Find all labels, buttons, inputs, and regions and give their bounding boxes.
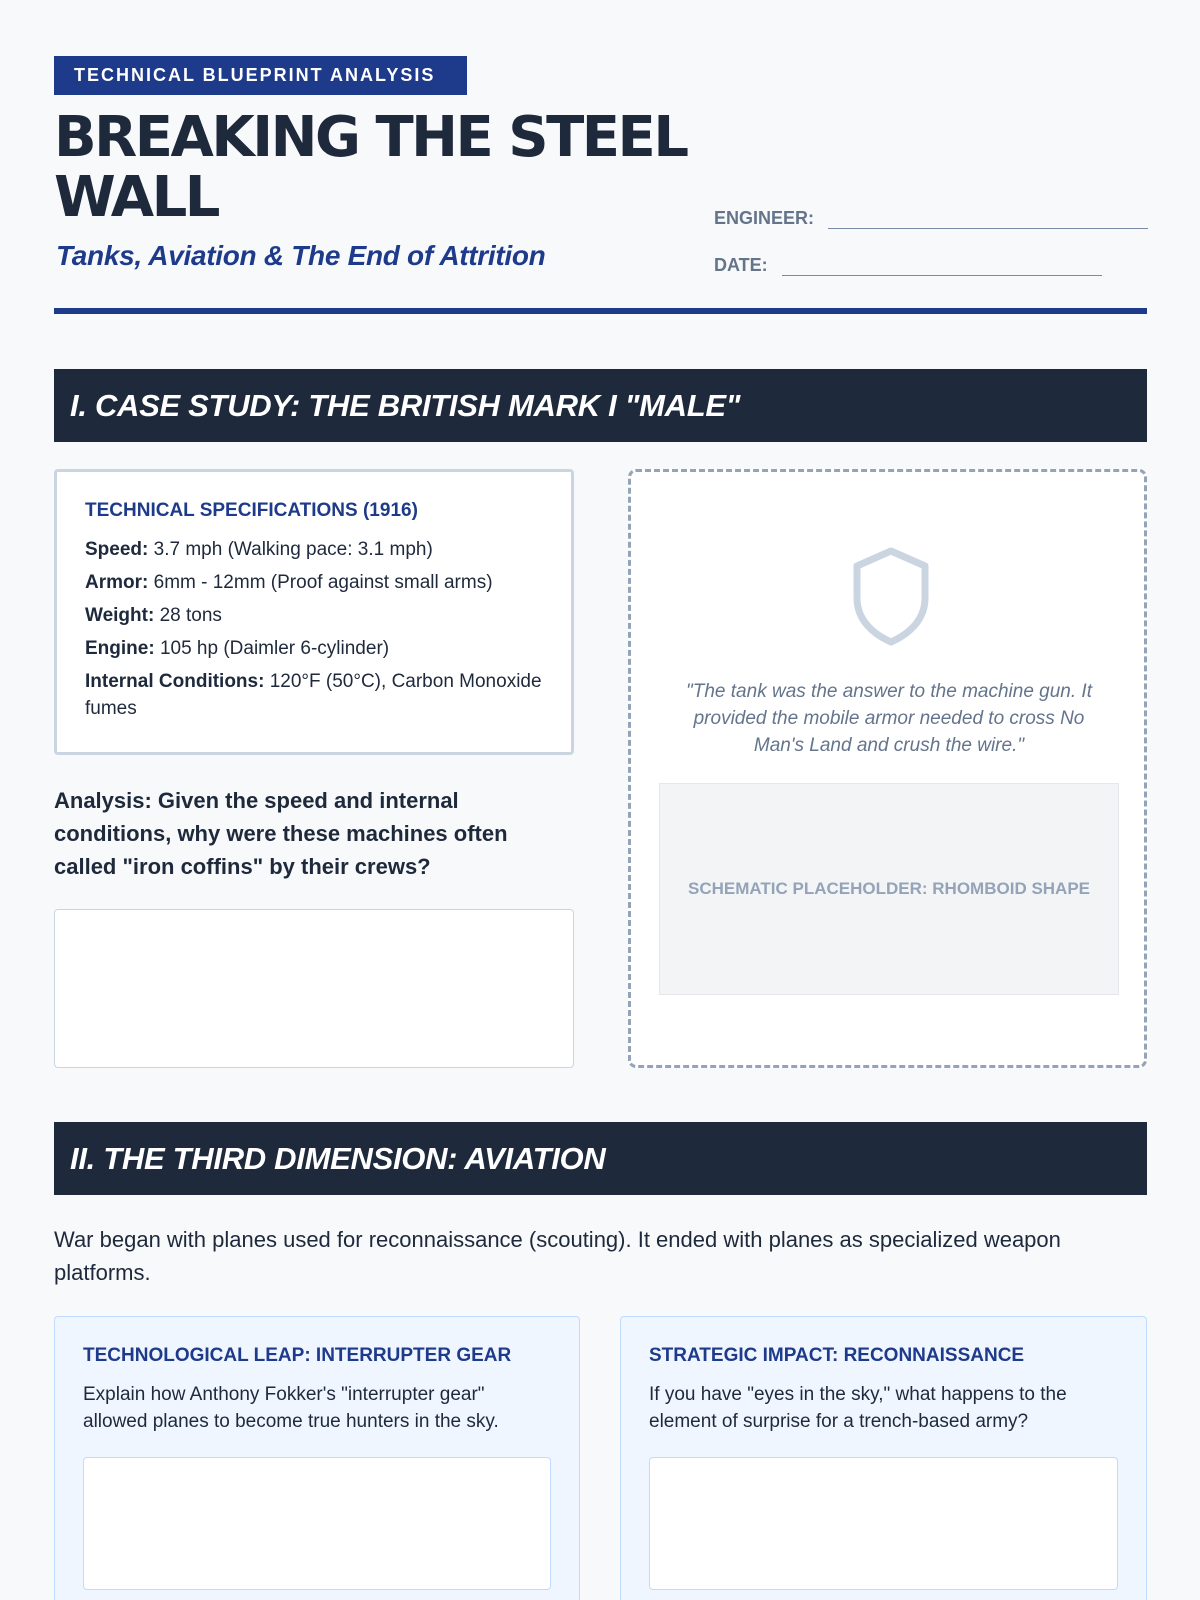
engineer-field (714, 207, 1148, 229)
spec-row (85, 569, 543, 596)
header-divider (54, 308, 1147, 314)
worksheet-page (54, 0, 1147, 1600)
analysis-answer-box[interactable] (54, 909, 574, 1068)
header-badge: TECHNICAL BLUEPRINT ANALYSIS (54, 56, 467, 95)
section1-header: I. CASE STUDY: THE BRITISH MARK I "MALE" (54, 369, 1147, 442)
engineer-input-line[interactable] (828, 207, 1148, 229)
card-reconnaissance (620, 1316, 1147, 1600)
spec-label: Internal Conditions: (85, 671, 265, 692)
spec-row (85, 668, 543, 722)
date-field (714, 254, 1102, 276)
analysis-question: Analysis: Given the speed and internal conditions, why were these machines often called "iron coffins" by their crews? (54, 788, 508, 879)
page-subtitle: Tanks, Aviation & The End of Attrition (56, 240, 546, 271)
page-title (54, 105, 774, 230)
spec-box (54, 469, 574, 755)
schematic-placeholder (659, 783, 1119, 995)
tank-quote: "The tank was the answer to the machine gun. It provided the mobile armor needed to cross No Man's Land and crush the wire." (686, 681, 1092, 756)
spec-row (85, 635, 543, 662)
spec-title: TECHNICAL SPECIFICATIONS (1916) (85, 500, 418, 521)
spec-value: 6mm - 12mm (Proof against small arms) (148, 572, 493, 593)
section2-header: II. THE THIRD DIMENSION: AVIATION (54, 1122, 1147, 1195)
date-input-line[interactable] (782, 254, 1102, 276)
spec-label: Armor: (85, 572, 149, 593)
spec-value: 3.7 mph (Walking pace: 3.1 mph) (148, 539, 433, 560)
shield-icon (849, 546, 933, 646)
card-text: If you have "eyes in the sky," what happens to the element of surprise for a trench-based army? (649, 1384, 1067, 1432)
page-title-line2: WALL (54, 165, 218, 230)
engineer-label: ENGINEER: (714, 208, 815, 228)
figure-box (628, 469, 1147, 1068)
spec-value: 120°F (50°C), Carbon Monoxide fumes (85, 671, 542, 719)
card-text: Explain how Anthony Fokker's "interrupter gear" allowed planes to become true hunters in the sky. (83, 1384, 499, 1432)
spec-label: Weight: (85, 605, 155, 626)
date-label: DATE: (714, 255, 768, 275)
card-answer-box[interactable] (649, 1457, 1118, 1590)
spec-label: Speed: (85, 539, 149, 560)
schematic-label: SCHEMATIC PLACEHOLDER: RHOMBOID SHAPE (687, 879, 1091, 898)
card-title: TECHNOLOGICAL LEAP: INTERRUPTER GEAR (83, 1345, 512, 1366)
spec-label: Engine: (85, 638, 155, 659)
card-interrupter-gear (54, 1316, 580, 1600)
card-title: STRATEGIC IMPACT: RECONNAISSANCE (649, 1345, 1025, 1366)
spec-row (85, 602, 543, 629)
page-title-line1: BREAKING THE STEEL (54, 105, 687, 170)
spec-value: 105 hp (Daimler 6-cylinder) (154, 638, 390, 659)
spec-row (85, 536, 543, 563)
spec-value: 28 tons (154, 605, 222, 626)
card-answer-box[interactable] (83, 1457, 551, 1590)
section2-intro: War began with planes used for reconnaissance (scouting). It ended with planes as specialized weapon platforms. (54, 1227, 1061, 1285)
